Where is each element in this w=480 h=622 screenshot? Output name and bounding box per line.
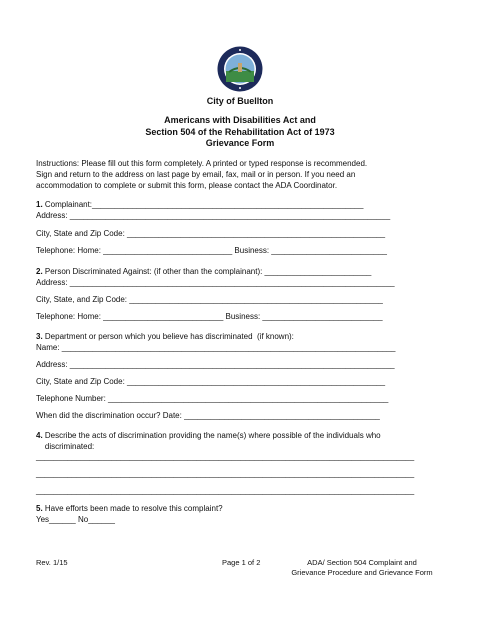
complainant-telephone-field[interactable]: Telephone: Home: _____________________________ Business: __________________________ xyxy=(36,246,387,255)
department-city-field[interactable]: City, State and Zip Code: __________________________________________________________ xyxy=(36,377,386,386)
department-heading xyxy=(36,332,294,341)
describe-acts-label-cont: discriminated: xyxy=(36,442,95,451)
title-line-3: Grievance Form xyxy=(205,138,275,148)
page-number: Page 1 of 2 xyxy=(222,558,261,567)
instructions-line-1: Instructions: Please fill out this form completely. A printed or typed response is recommended. xyxy=(36,159,368,168)
revision-label: Rev. 1/15 xyxy=(36,558,68,567)
title-line-2: Section 504 of the Rehabilitation Act of 1973 xyxy=(145,126,335,137)
section-5-number: 5. xyxy=(36,504,43,513)
person-telephone-field[interactable]: Telephone: Home: ___________________________ Business: ___________________________ xyxy=(36,312,383,321)
department-telephone-field[interactable]: Telephone Number: _______________________________________________________________ xyxy=(36,394,389,403)
complainant-field[interactable] xyxy=(36,200,363,209)
section-2-number: 2. xyxy=(36,267,43,276)
discrimination-date-field[interactable]: When did the discrimination occur? Date: ____________________________________________ xyxy=(36,411,380,420)
section-1-number: 1. xyxy=(36,200,43,209)
describe-acts-line-2[interactable]: _____________________________________________________________________________________ xyxy=(36,469,415,478)
describe-acts-label: Describe the acts of discrimination providing the name(s) where possible of the individuals who xyxy=(42,431,381,440)
section-4-number: 4. xyxy=(36,431,43,440)
resolve-efforts-heading xyxy=(36,504,223,513)
describe-acts-line-3[interactable]: _____________________________________________________________________________________ xyxy=(36,486,415,495)
complainant-label: Complainant:_____________________________________________________________ xyxy=(42,200,364,209)
form-title xyxy=(0,115,480,150)
resolve-efforts-answer[interactable]: Yes______ No______ xyxy=(36,515,115,524)
resolve-efforts-label: Have efforts been made to resolve this complaint? xyxy=(42,504,223,513)
person-city-field[interactable]: City, State, and Zip Code: _________________________________________________________ xyxy=(36,295,383,304)
person-address-field[interactable]: Address: _________________________________________________________________________ xyxy=(36,278,395,287)
department-address-field[interactable]: Address: _________________________________________________________________________ xyxy=(36,360,395,369)
complainant-address-field[interactable]: Address: ________________________________________________________________________ xyxy=(36,211,391,220)
person-discriminated-label: Person Discriminated Against: (if other than the complainant): ________________________ xyxy=(42,267,372,276)
person-discriminated-field[interactable] xyxy=(36,267,371,276)
form-reference xyxy=(282,558,442,577)
department-label: Department or person which you believe has discriminated (if known): xyxy=(42,332,294,341)
describe-acts-line-1[interactable]: _____________________________________________________________________________________ xyxy=(36,452,415,461)
instructions-line-2: Sign and return to the address on last page by email, fax, mail or in person. If you need an xyxy=(36,170,356,179)
city-seal-logo xyxy=(217,46,263,92)
form-reference-line-2: Grievance Procedure and Grievance Form xyxy=(291,567,433,577)
describe-acts-heading xyxy=(36,431,381,440)
instructions xyxy=(36,158,446,191)
department-name-field[interactable]: Name: ___________________________________________________________________________ xyxy=(36,343,396,352)
complainant-city-field[interactable]: City, State and Zip Code: __________________________________________________________ xyxy=(36,229,386,238)
city-name: City of Buellton xyxy=(206,96,274,106)
section-3-number: 3. xyxy=(36,332,43,341)
instructions-line-3: accommodation to complete or submit this form, please contact the ADA Coordinator. xyxy=(36,181,338,190)
title-line-1: Americans with Disabilities Act and xyxy=(164,115,316,125)
form-reference-line-1: ADA/ Section 504 Complaint and xyxy=(307,558,417,567)
